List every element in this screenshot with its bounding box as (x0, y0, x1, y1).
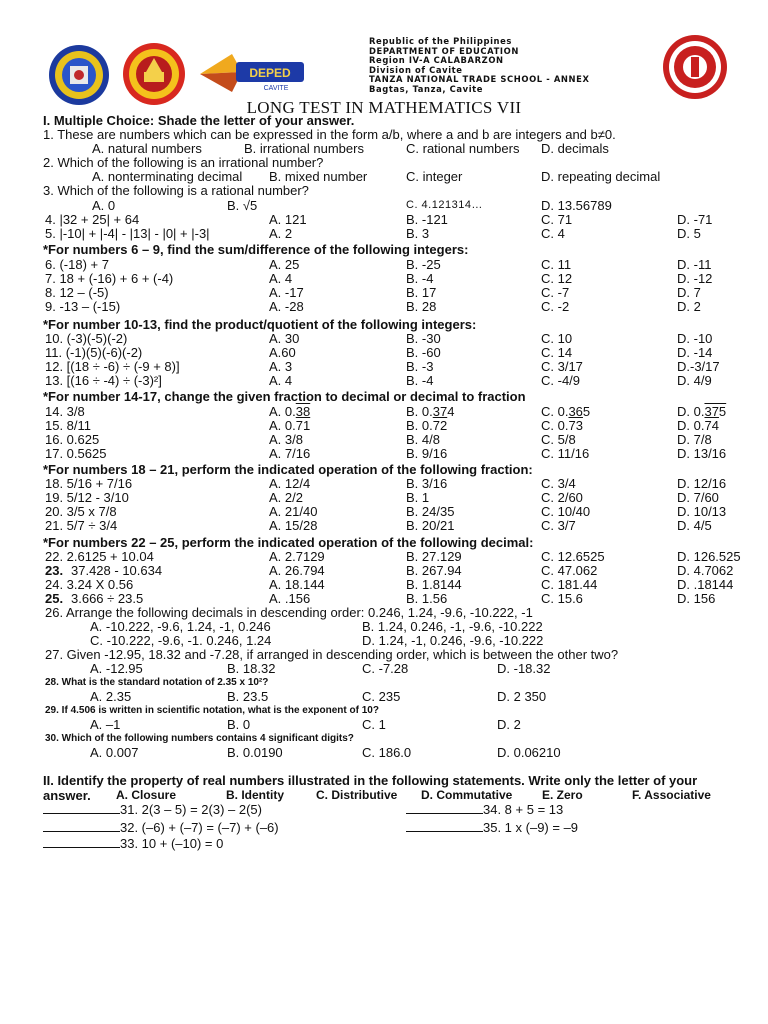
choice-c: C. -7.28 (362, 661, 409, 676)
choice-b: B. -25 (406, 257, 441, 272)
choice-a: A. 15/28 (269, 518, 318, 533)
agency-line: TANZA NATIONAL TRADE SCHOOL - ANNEX (369, 74, 590, 85)
choice-d: D. 0.06210 (497, 745, 561, 760)
choice-c: C. 12 (541, 271, 573, 286)
option-distributive: C. Distributive (316, 788, 398, 802)
question-20 (0, 504, 768, 519)
choice-b: B. 18.32 (227, 661, 276, 676)
question-25 (0, 591, 768, 606)
choice-prefix: A. 0. (269, 418, 296, 433)
svg-text:CAVITE: CAVITE (263, 85, 289, 92)
choice-d: D. 156 (677, 591, 716, 606)
question-text: 13. [(16 ÷ -4) ÷ (-3)²] (45, 373, 162, 388)
question-text: 6. (-18) + 7 (45, 257, 109, 272)
question-15 (0, 418, 768, 433)
choice-c: C. 14 (541, 345, 573, 360)
choice-d: D. decimals (541, 141, 609, 156)
choice-b: B. √5 (227, 198, 258, 213)
choice-b: B. 9/16 (406, 446, 448, 461)
repeating-digits: 375 (704, 404, 727, 419)
question-text: 5. |-10| + |-4| - |13| - |0| + |-3| (45, 226, 210, 241)
choice-d (677, 418, 719, 433)
option-associative: F. Associative (632, 788, 711, 802)
choice-b: B. -4 (406, 271, 434, 286)
question-22 (0, 549, 768, 564)
choice-a: A. 25 (269, 257, 300, 272)
question-26-choices-cd (0, 633, 768, 648)
choice-a: A. 2.7129 (269, 549, 325, 564)
answer-blank[interactable] (43, 820, 120, 832)
choice-d: D. 4.7062 (677, 563, 734, 578)
choice-a: A. -17 (269, 285, 304, 300)
option-commutative: D. Commutative (421, 788, 513, 802)
choice-d: D. 2 (677, 299, 701, 314)
choice-a: A. 12/4 (269, 476, 311, 491)
question-1-choices (0, 141, 768, 156)
choice-c: C. 71 (541, 212, 573, 227)
choice-c: C. -2 (541, 299, 570, 314)
choice-c: C. 15.6 (541, 591, 583, 606)
choice-b: B. 1.24, 0.246, -1, -9.6, -10.222 (362, 619, 543, 634)
question-29-choices (0, 717, 768, 732)
question-text: 18. 5/16 + 7/16 (45, 476, 133, 491)
choice-c: C. 186.0 (362, 745, 412, 760)
choice-a: A. 0 (92, 198, 116, 213)
choice-a: A. 3 (269, 359, 293, 374)
option-identity: B. Identity (226, 788, 285, 802)
question-30 (0, 731, 768, 746)
choice-d: D. 4/9 (677, 373, 712, 388)
choice-b: B. 4/8 (406, 432, 440, 447)
choice-d: D. 5 (677, 226, 701, 241)
question-text: 37.428 - 10.634 (71, 563, 163, 578)
choice-b: B. 28 (406, 299, 437, 314)
question-28-choices (0, 689, 768, 704)
question-text: 20. 3/5 x 7/8 (45, 504, 117, 519)
question-11 (0, 345, 768, 360)
question-28 (0, 675, 768, 690)
question-18 (0, 476, 768, 491)
choice-c: C. 3/17 (541, 359, 583, 374)
choice-c (541, 418, 583, 433)
choice-b: B. 3 (406, 226, 430, 241)
choice-a: A. -28 (269, 299, 304, 314)
choice-c: C. 12.6525 (541, 549, 605, 564)
question-text: 19. 5/12 - 3/10 (45, 490, 129, 505)
part2-options-row (0, 788, 768, 803)
question-text: 10. (-3)(-5)(-2) (45, 331, 128, 346)
item-33[interactable] (43, 836, 223, 851)
choice-a: A. -10.222, -9.6, 1.24, -1, 0.246 (90, 619, 271, 634)
item-text: 31. 2(3 – 5) = 2(3) – 2(5) (120, 802, 262, 817)
choice-d: D. -14 (677, 345, 713, 360)
question-1: 1. These are numbers which can be expressed in the form a/b, where a and b are integers and b≠0. (43, 127, 616, 142)
choice-b: B. 24/35 (406, 504, 455, 519)
question-19 (0, 490, 768, 505)
choice-d: D.-3/17 (677, 359, 720, 374)
question-number: 25. (45, 591, 64, 606)
item-text: 34. 8 + 5 = 13 (483, 802, 564, 817)
choice-c: C. 10/40 (541, 504, 591, 519)
question-26: 26. Arrange the following decimals in descending order: 0.246, 1.24, -9.6, -10.222, -1 (45, 605, 533, 620)
part2-items-row-1 (0, 802, 768, 817)
question-5 (0, 226, 768, 241)
choice-b: B. 1.8144 (406, 577, 462, 592)
choice-c: C. 4.121314… (406, 199, 483, 211)
repeating-digits: 74 (704, 418, 719, 433)
answer-blank[interactable] (406, 820, 483, 832)
choice-a: A. 0.007 (90, 745, 139, 760)
question-text: 4. |32 + 25| + 64 (45, 212, 140, 227)
question-text: 29. If 4.506 is written in scientific notation, what is the exponent of 10? (45, 705, 379, 716)
question-number: 23. (45, 563, 64, 578)
question-29 (0, 703, 768, 718)
choice-c: C. integer (406, 169, 463, 184)
question-26-choices-ab (0, 619, 768, 634)
item-34[interactable] (406, 802, 563, 817)
choice-c: C. 0.365 (541, 404, 591, 419)
division-seal-logo (122, 42, 186, 106)
choice-d: D. 7/60 (677, 490, 719, 505)
choice-a: A. 121 (269, 212, 307, 227)
question-7 (0, 271, 768, 286)
question-text: 30. Which of the following numbers contains 4 significant digits? (45, 733, 354, 744)
question-9 (0, 299, 768, 314)
choice-d: D. 13/16 (677, 446, 727, 461)
choice-a: A. 3/8 (269, 432, 303, 447)
svg-text:DEPED: DEPED (249, 66, 291, 80)
agency-block (369, 37, 590, 95)
choice-a: A. -12.95 (90, 661, 143, 676)
choice-b: B. -4 (406, 373, 434, 388)
item-31[interactable] (43, 802, 262, 817)
choice-b: B. 0.0190 (227, 745, 283, 760)
choice-d: D. 2 350 (497, 689, 547, 704)
repeating-digits: 72 (432, 418, 448, 433)
choice-c: C. 11/16 (541, 446, 590, 461)
question-text: 28. What is the standard notation of 2.35 x 10²? (45, 677, 269, 688)
choice-a: A. 4 (269, 373, 293, 388)
choice-a: A. 2.35 (90, 689, 132, 704)
item-text: 35. 1 x (–9) = –9 (483, 820, 579, 835)
choice-a (269, 404, 310, 419)
choice-c: C. 4 (541, 226, 565, 241)
choice-a: A. 21/40 (269, 504, 318, 519)
choice-c: C. -4/9 (541, 373, 581, 388)
choice-d: D. 10/13 (677, 504, 727, 519)
choice-c: C. -10.222, -9.6, -1. 0.246, 1.24 (90, 633, 272, 648)
answer-blank[interactable] (406, 802, 483, 814)
choice-d: D. repeating decimal (541, 169, 661, 184)
choice-a: A. –1 (90, 717, 121, 732)
question-21 (0, 518, 768, 533)
school-seal-logo (48, 44, 110, 106)
choice-a: A. 30 (269, 331, 300, 346)
option-zero: E. Zero (542, 788, 583, 802)
question-text: 7. 18 + (-16) + 6 + (-4) (45, 271, 174, 286)
choice-c: C. 11 (541, 257, 572, 272)
choice-b: B. -121 (406, 212, 448, 227)
repeating-digits: 71 (295, 418, 311, 433)
choice-b: B. 1 (406, 490, 430, 505)
question-16 (0, 432, 768, 447)
choice-b: B. irrational numbers (244, 141, 364, 156)
choice-c: C. 181.44 (541, 577, 598, 592)
section-heading-18-21: *For numbers 18 – 21, perform the indicated operation of the following fraction: (43, 462, 533, 477)
question-text: 21. 5/7 ÷ 3/4 (45, 518, 118, 533)
question-text: 3.666 ÷ 23.5 (71, 591, 144, 606)
question-text: 17. 0.5625 (45, 446, 107, 461)
choice-b: B. -60 (406, 345, 441, 360)
deped-banner-logo (198, 52, 308, 96)
choice-a: A. nonterminating decimal (92, 169, 243, 184)
question-text: 16. 0.625 (45, 432, 100, 447)
section-heading-14-17: *For number 14-17, change the given fraction to decimal or decimal to fraction (43, 389, 526, 404)
answer-blank[interactable] (43, 802, 120, 814)
choice-b: B. 0.374 (406, 404, 455, 419)
item-35[interactable] (406, 820, 578, 835)
choice-d: D. 7/8 (677, 432, 712, 447)
choice-b: B. 17 (406, 285, 437, 300)
question-30-choices (0, 745, 768, 760)
choice-a: A. 7/16 (269, 446, 311, 461)
question-17 (0, 446, 768, 461)
question-14 (0, 404, 768, 419)
choice-b: B. 20/21 (406, 518, 455, 533)
section-heading-22-25: *For numbers 22 – 25, perform the indicated operation of the following decimal: (43, 535, 534, 550)
test-title: LONG TEST IN MATHEMATICS VII (246, 98, 522, 117)
item-text: 33. 10 + (–10) = 0 (120, 836, 224, 851)
agency-line: DEPARTMENT OF EDUCATION (369, 45, 519, 56)
choice-b: B. 3/16 (406, 476, 448, 491)
choice-a (269, 418, 310, 433)
answer-blank[interactable] (43, 836, 120, 848)
question-text: 15. 8/11 (45, 418, 92, 433)
part1-heading: I. Multiple Choice: Shade the letter of your answer. (43, 113, 355, 128)
question-3-choices (0, 198, 768, 213)
choice-c: C. rational numbers (406, 141, 520, 156)
part2-heading: II. Identify the property of real numbers illustrated in the following statements. Write only the letter of your (43, 773, 698, 788)
choice-prefix: B. 0. (406, 418, 433, 433)
agency-line: Region IV-A CALABARZON (369, 55, 504, 66)
question-text: 12. [(18 ÷ -6) ÷ (-9 + 8)] (45, 359, 180, 374)
question-text: 9. -13 – (-15) (45, 299, 121, 314)
choice-d: D. .18144 (677, 577, 734, 592)
part2-answer-label: answer. (43, 788, 91, 803)
choice-prefix: C. 0. (541, 418, 569, 433)
question-text: 14. 3/8 (45, 404, 85, 419)
choice-b: B. -3 (406, 359, 434, 374)
item-32[interactable] (43, 820, 279, 835)
question-text: 22. 2.6125 + 10.04 (45, 549, 154, 564)
question-2: 2. Which of the following is an irrational number? (43, 155, 324, 170)
question-10 (0, 331, 768, 346)
choice-c: C. 5/8 (541, 432, 576, 447)
question-text: 24. 3.24 X 0.56 (45, 577, 134, 592)
section-heading-6-9: *For numbers 6 – 9, find the sum/difference of the following integers: (43, 242, 469, 257)
part2-items-row-2 (0, 820, 768, 835)
choice-a: A. 2 (269, 226, 293, 241)
choice-d: D. 7 (677, 285, 701, 300)
question-8 (0, 285, 768, 300)
choice-d: D. 126.525 (677, 549, 741, 564)
agency-line: Bagtas, Tanza, Cavite (369, 83, 484, 94)
choice-c: C. -7 (541, 285, 570, 300)
choice-a: A. 4 (269, 271, 293, 286)
choice-a: A. .156 (269, 591, 311, 606)
option-closure: A. Closure (116, 788, 177, 802)
choice-prefix: D. 0. (677, 404, 705, 419)
choice-c: C. 2/60 (541, 490, 583, 505)
choice-d: D. 1.24, -1, 0.246, -9.6, -10.222 (362, 633, 544, 648)
question-6 (0, 257, 768, 272)
choice-prefix: A. 0. (269, 404, 296, 419)
choice-a: A. 26.794 (269, 563, 325, 578)
choice-c: C. 10 (541, 331, 573, 346)
choice-a: A.60 (269, 345, 296, 360)
part2-items-row-3 (0, 836, 768, 851)
choice-b: B. 23.5 (227, 689, 269, 704)
trade-school-gear-logo (661, 33, 729, 101)
repeating-digits: 73 (568, 418, 583, 433)
question-13 (0, 373, 768, 388)
choice-d: D. 12/16 (677, 476, 727, 491)
item-text: 32. (–6) + (–7) = (–7) + (–6) (120, 820, 279, 835)
question-24 (0, 577, 768, 592)
choice-d (677, 404, 726, 419)
choice-b: B. mixed number (269, 169, 368, 184)
choice-d: D. -10 (677, 331, 713, 346)
choice-d: D. 4/5 (677, 518, 712, 533)
question-2-choices (0, 169, 768, 184)
choice-d: D. -18.32 (497, 661, 551, 676)
section-heading-10-13: *For number 10-13, find the product/quotient of the following integers: (43, 317, 477, 332)
choice-b: B. 1.56 (406, 591, 448, 606)
agency-line: Division of Cavite (369, 64, 463, 75)
choice-c: C. 3/7 (541, 518, 576, 533)
choice-d: D. -12 (677, 271, 713, 286)
choice-b (406, 418, 447, 433)
choice-d: D. 2 (497, 717, 521, 732)
repeating-digits: 38 (295, 404, 311, 419)
choice-c: C. 3/4 (541, 476, 576, 491)
question-3: 3. Which of the following is a rational number? (43, 183, 309, 198)
question-27: 27. Given -12.95, 18.32 and -7.28, if arranged in descending order, which is between the other two? (45, 647, 619, 662)
question-27-choices (0, 661, 768, 676)
choice-b: B. 0 (227, 717, 251, 732)
choice-d: D. -71 (677, 212, 713, 227)
choice-a: A. 18.144 (269, 577, 325, 592)
question-text: 8. 12 – (-5) (45, 285, 109, 300)
choice-b: B. 267.94 (406, 563, 462, 578)
choice-c: C. 235 (362, 689, 401, 704)
agency-line: Republic of the Philippines (369, 36, 512, 46)
choice-c: C. 47.062 (541, 563, 598, 578)
choice-b: B. -30 (406, 331, 441, 346)
choice-prefix: D. 0. (677, 418, 705, 433)
choice-b: B. 27.129 (406, 549, 462, 564)
choice-c: C. 1 (362, 717, 386, 732)
question-23 (0, 563, 768, 578)
question-12 (0, 359, 768, 374)
choice-d: D. 13.56789 (541, 198, 612, 213)
question-text: 11. (-1)(5)(-6)(-2) (45, 345, 143, 360)
choice-a: A. natural numbers (92, 141, 202, 156)
question-4 (0, 212, 768, 227)
choice-a: A. 2/2 (269, 490, 303, 505)
choice-d: D. -11 (677, 257, 712, 272)
